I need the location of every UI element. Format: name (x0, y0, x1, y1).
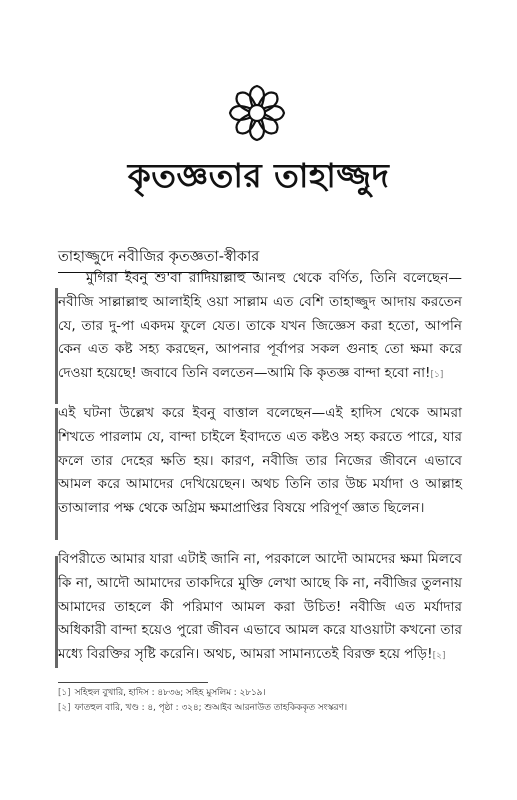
footnote-1 (58, 686, 462, 701)
petal (257, 113, 281, 137)
paragraph-1 (58, 267, 462, 388)
footnote-2 (58, 701, 462, 716)
footnotes (58, 686, 462, 716)
paragraph-3 (58, 548, 462, 669)
petal (233, 89, 257, 113)
footnote-text: সহিহুল বুখারি, হাদিস : ৪৮৩৬; সহিহ মুসলিম : ২৮১৯। (74, 688, 266, 698)
paragraph-1-text: মুগিরা ইবনু শু'বা রাদিয়াল্লাহু আনহু থেকে বর্ণিত, তিনি বলেছেন—নবীজি সাল্লাল্লাহু আলাইহি ওয়া সাল্লাম এত বেশি তাহাজ্জুদ আদায় করতেন যে, তার দু-পা একদম ফুলে যেত। তাকে যখন জিজ্ঞেস করা হতো, আপনি কেন এত কষ্ট সহ্য করছেন, আপনার পূর্বাপর সকল গুনাহ তো ক্ষমা করে দেওয়া হয়েছে! জবাবে তিনি বলতেন—আমি কি কৃতজ্ঞ বান্দা হবো না! (58, 270, 462, 382)
petal (250, 120, 264, 141)
petal (257, 89, 281, 113)
footnote-mark: [১] (58, 688, 71, 698)
petal (230, 106, 251, 120)
flower-ornament-icon (228, 84, 286, 142)
chapter-title: কৃতজ্ঞতার তাহাজ্জুদ (127, 156, 390, 195)
paragraph-2-text: এই ঘটনা উল্লেখ করে ইবনু বাত্তাল বলেছেন—এই হাদিস থেকে আমরা শিখতে পারলাম যে, বান্দা চাইলে ইবাদতে এত কষ্টও সহ্য করতে পারে, যার ফলে তার দেহের ক্ষতি হয়। কারণ, নবীজি তার নিজের জীবনে এভাবে আমল করে আমাদের দেখিয়েছেন। অথচ তিনি তার উচ্চ মর্যাদা ও আল্লাহ তাআলার পক্ষ থেকে অগ্রিম ক্ষমাপ্রাপ্তির বিষয়ে পরিপূর্ণ জ্ঞাত ছিলেন। (58, 405, 462, 517)
paragraph-3-text: বিপরীতে আমার যারা এটাই জানি না, পরকালে আদৌ আমদের ক্ষমা মিলবে কি না, আদৌ আমাদের তাকদিরে মুক্তি লেখা আছে কি না, নবীজির তুলনায় আমাদের তাহলে কী পরিমাণ আমল করা উচিত! নবীজি এত মর্যাদার অধিকারী বান্দা হয়েও পুরো জীবন এভাবে আমল করে যাওয়াটা কখনো তার মধ্যে বিরক্তির সৃষ্টি করেনি। অথচ, আমরা সামান্যতেই বিরক্ত হয়ে পড়ি! (58, 551, 462, 663)
petal (250, 86, 264, 107)
footnote-ref-2[interactable]: [২] (432, 651, 446, 662)
petal (233, 113, 257, 137)
footnote-text: ফাতহুল বারি, খণ্ড : ৪, পৃষ্ঠা : ৩২৪; শুআইব আরনাউত তাহকিককৃত সংস্করণ। (74, 703, 347, 713)
petal (264, 106, 285, 120)
footnote-ref-1[interactable]: [১] (430, 370, 444, 381)
footnote-divider (58, 682, 208, 683)
section-heading: তাহাজ্জুদে নবীজির কৃতজ্ঞতা-স্বীকার (58, 246, 259, 273)
footnote-mark: [২] (58, 703, 71, 713)
paragraph-2 (58, 402, 462, 521)
